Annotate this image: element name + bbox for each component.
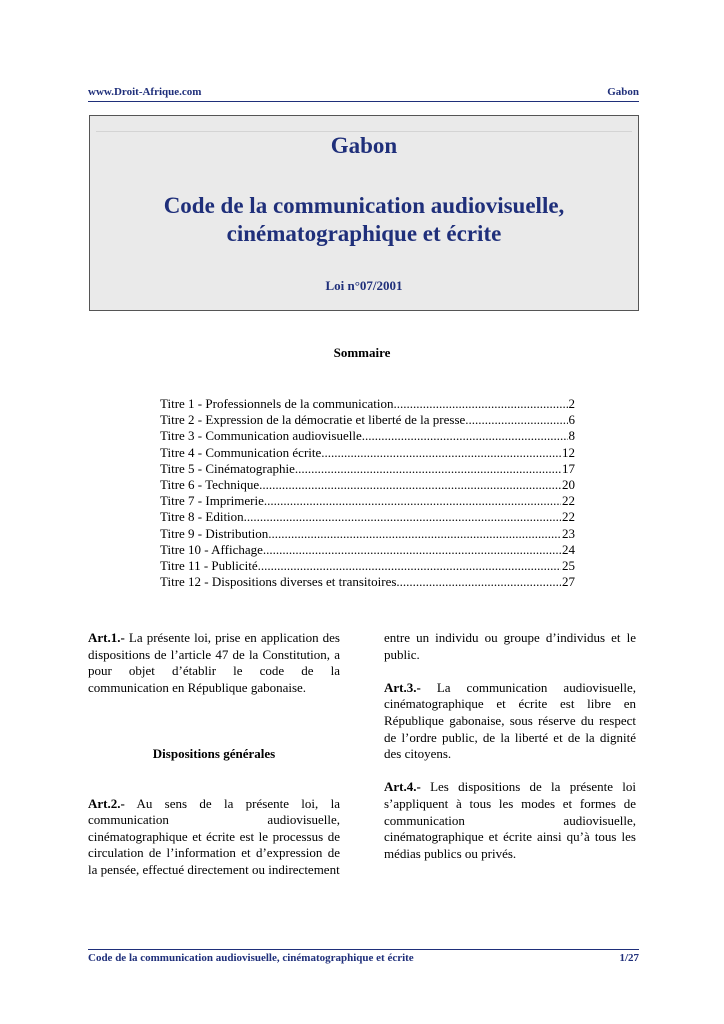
article-3-label: Art.3.- — [384, 679, 421, 695]
article-4-text: Les dispositions de la présente loi s’appliquent à tous les modes et formes de communication audiovisuelle, cinématographique et écrite ainsi qu’à tous les médias publics ou privés. — [384, 779, 636, 861]
header-site-link[interactable]: www.Droit-Afrique.com — [88, 86, 202, 98]
toc-leader-dots — [259, 477, 561, 493]
sommaire-heading: Sommaire — [333, 345, 391, 360]
article-1-text: La présente loi, prise en application des dispositions de l’article 47 de la Constitution, a pour objet d’établir le code de la communication en République gabonaise. — [88, 630, 340, 695]
article-3 — [384, 680, 636, 763]
toc-entry-page: 17 — [562, 460, 575, 476]
toc-entry[interactable] — [160, 493, 575, 509]
toc-leader-dots — [264, 493, 561, 509]
law-number: Loi n°07/2001 — [325, 278, 403, 293]
toc-entry-label: Titre 2 - Expression de la démocratie et liberté de la presse — [160, 412, 466, 428]
page-number: 1/27 — [619, 952, 639, 964]
toc-entry[interactable] — [160, 558, 575, 574]
toc-entry-label: Titre 9 - Distribution — [160, 525, 269, 541]
toc-entry-page: 22 — [562, 493, 575, 509]
toc-leader-dots — [394, 396, 568, 412]
title-box-inner-rule — [96, 131, 632, 132]
article-1-label: Art.1.- — [88, 630, 125, 645]
toc-entry-label: Titre 7 - Imprimerie — [160, 493, 264, 509]
header-country: Gabon — [607, 86, 639, 98]
toc-entry-page: 2 — [568, 396, 575, 411]
toc-entry-label: Titre 8 - Edition — [160, 509, 244, 525]
toc-entry[interactable] — [160, 542, 575, 558]
footer-title: Code de la communication audiovisuelle, cinématographique et écrite — [88, 952, 414, 964]
toc-entry-page: 22 — [562, 509, 575, 525]
toc-entry[interactable] — [160, 526, 575, 542]
toc-entry[interactable] — [160, 461, 575, 477]
toc-entry-label: Titre 10 - Affichage — [160, 541, 263, 557]
toc-entry[interactable] — [160, 477, 575, 493]
toc-entry-page: 6 — [568, 412, 575, 428]
toc-entry[interactable] — [160, 412, 575, 428]
table-of-contents — [160, 396, 575, 590]
header-rule — [88, 101, 639, 102]
toc-entry[interactable] — [160, 396, 575, 412]
article-3-text: La communication audiovisuelle, cinématographique et écrite est libre en République gabonaise, sous réserve du respect de l’ordre public, de la liberté et de la dignité des citoyens. — [384, 679, 637, 762]
toc-leader-dots — [268, 526, 561, 542]
footer-rule — [88, 949, 639, 950]
title-box — [89, 115, 639, 311]
toc-leader-dots — [321, 445, 561, 461]
toc-entry[interactable] — [160, 428, 575, 444]
article-4-label: Art.4.- — [384, 779, 421, 795]
toc-entry-page: 23 — [562, 525, 575, 541]
toc-entry[interactable] — [160, 574, 575, 590]
toc-leader-dots — [258, 558, 561, 574]
toc-entry-page: 27 — [562, 574, 575, 590]
document-title-line-2: cinématographique et écrite — [226, 221, 502, 246]
toc-entry-label: Titre 5 - Cinématographie — [160, 460, 295, 476]
toc-entry-label: Titre 6 - Technique — [160, 477, 260, 493]
toc-entry[interactable] — [160, 509, 575, 525]
toc-leader-dots — [263, 542, 561, 558]
toc-entry-page: 25 — [562, 558, 575, 574]
toc-entry-label: Titre 12 - Dispositions diverses et transitoires — [160, 574, 397, 590]
toc-entry-page: 12 — [562, 444, 575, 460]
article-1 — [88, 630, 340, 696]
article-2-continued: entre un individu ou groupe d’individus et le public. — [384, 630, 636, 662]
toc-entry-label: Titre 1 - Professionnels de la communication — [160, 396, 394, 411]
toc-entry-page: 24 — [562, 541, 575, 557]
document-country: Gabon — [330, 133, 398, 158]
toc-leader-dots — [465, 412, 567, 428]
article-4 — [384, 779, 636, 862]
toc-entry-label: Titre 11 - Publicité — [160, 558, 258, 574]
toc-entry-page: 8 — [568, 428, 575, 444]
article-2 — [88, 796, 340, 879]
toc-leader-dots — [362, 428, 568, 444]
toc-entry-label: Titre 3 - Communication audiovisuelle — [160, 428, 362, 444]
toc-leader-dots — [244, 509, 561, 525]
toc-entry-label: Titre 4 - Communication écrite — [160, 444, 322, 460]
toc-entry-page: 20 — [562, 477, 575, 493]
left-column — [88, 630, 340, 879]
article-2-label: Art.2.- — [88, 795, 125, 811]
document-title — [90, 192, 638, 248]
toc-leader-dots — [295, 461, 561, 477]
article-2-text: Au sens de la présente loi, la communication audiovisuelle, cinématographique et écrite est le processus de circulation de l’information et d’expression de la pensée, effectué directement ou indirectement — [88, 795, 340, 877]
toc-leader-dots — [396, 574, 561, 590]
section-heading: Dispositions générales — [152, 745, 276, 761]
right-column — [384, 630, 636, 862]
document-title-line-1: Code de la communication audiovisuelle, — [163, 193, 565, 218]
toc-entry[interactable] — [160, 445, 575, 461]
